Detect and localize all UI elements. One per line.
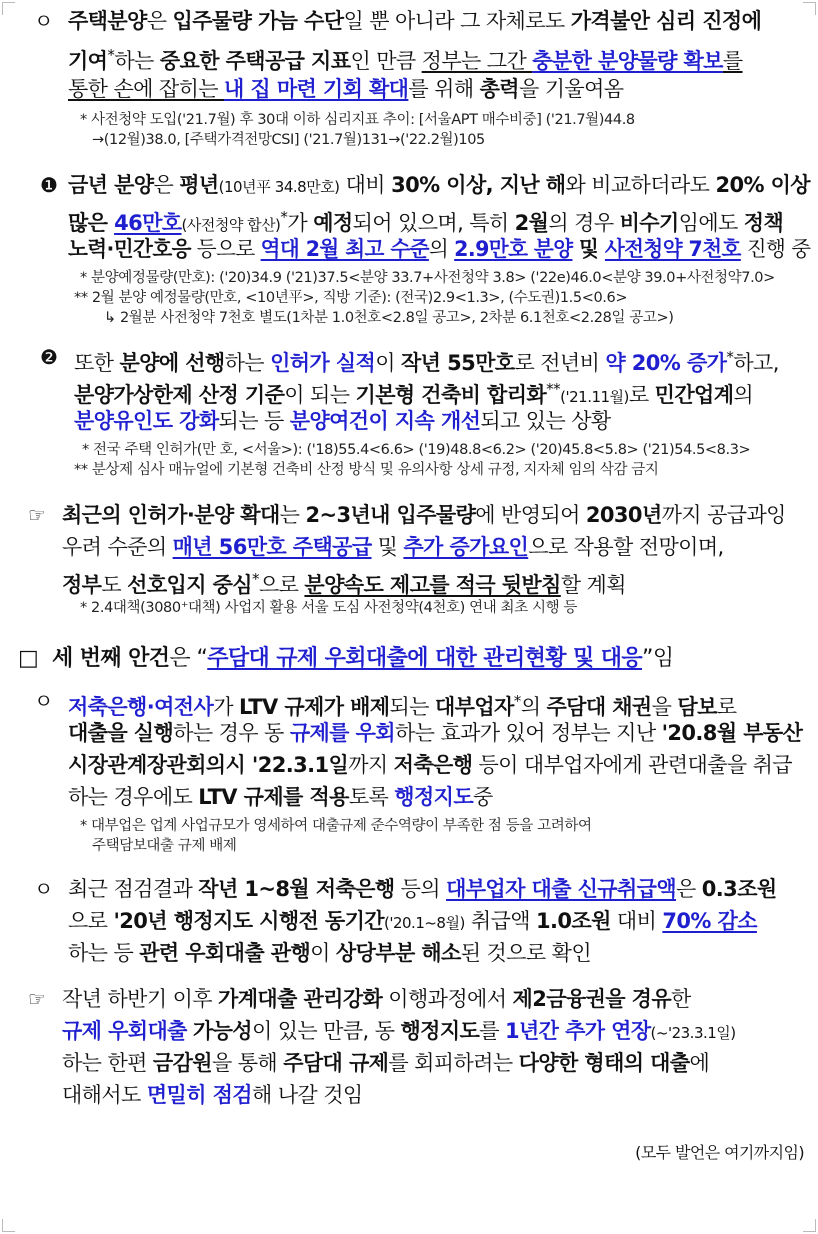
paragraph-line: 대해서도 면밀히 점검해 나갈 것임 — [62, 1083, 363, 1107]
paragraph-line: 또한 분양에 선행하는 인허가 실적이 작년 55만호로 전년비 약 20% 증가*하고, — [74, 348, 779, 375]
paragraph-line: 하는 등 관련 우회대출 관행이 상당부분 해소된 것으로 확인 — [68, 941, 592, 965]
paragraph-line: 시장관계장관회의시 '22.3.1일까지 저축은행 등이 대부업자에게 관련대출을 취급 — [68, 753, 792, 777]
square-bullet-icon: □ — [18, 646, 39, 671]
circle-bullet-icon: ㅇ — [34, 689, 54, 713]
footnote: ** 분상제 심사 매뉴얼에 기본형 건축비 산정 방식 및 유의사항 상세 규정, 지자체 임의 삭감 금지 — [74, 462, 659, 478]
paragraph-line: 하는 경우에도 LTV 규제를 적용토록 행정지도중 — [68, 785, 493, 809]
footnote: * 분양예정물량(만호): ('20)34.9 ('21)37.5<분양 33.7+사전청약 3.8> ('22e)46.0<분양 39.0+사전청약7.0> — [80, 270, 775, 286]
footnote: * 대부업은 업계 사업규모가 영세하여 대출규제 준수역량이 부족한 점 등을 고려하여 — [80, 818, 592, 834]
paragraph-line: 저축은행·여전사가 LTV 규제가 배제되는 대부업자*의 주담대 채권을 담보로 — [68, 692, 737, 719]
paragraph-line: 통한 손에 잡히는 내 집 마련 기회 확대를 위해 총력을 기울여옴 — [68, 77, 624, 101]
page-corner-mark — [803, 2, 816, 15]
number-one-icon: ❶ — [40, 173, 58, 197]
paragraph-line: 기여*하는 중요한 주택공급 지표인 만큼 정부는 그간 충분한 분양물량 확보를 — [68, 46, 743, 73]
paragraph-line: 작년 하반기 이후 가계대출 관리강화 이행과정에서 제2금융권을 경유한 — [62, 987, 691, 1011]
paragraph-line: 으로 '20년 행정지도 시행전 동기간('20.1~8월) 취급액 1.0조원 대비 70% 감소 — [68, 909, 757, 933]
footnote: ↳ 2월분 사전청약 7천호 별도(1차분 1.0천호<2.8일 공고>, 2차분 6.1천호<2.28일 공고>) — [104, 310, 674, 326]
paragraph-line: 정부도 선호입지 중심*으로 분양속도 제고를 적극 뒷받침할 계획 — [62, 570, 626, 597]
page-corner-mark — [2, 1219, 15, 1232]
paragraph-line: 최근의 인허가·분양 확대는 2~3년내 입주물량에 반영되어 2030년까지 공급과잉 — [62, 503, 786, 527]
paragraph-line: 분양가상한제 산정 기준이 되는 기본형 건축비 합리화**('21.11월)로 민간업계의 — [74, 380, 754, 407]
paragraph-line: 노력·민간호응 등으로 역대 2월 최고 수준의 2.9만호 분양 및 사전청약 7천호 진행 중 — [68, 237, 811, 261]
footnote: * 사전청약 도입('21.7월) 후 30대 이하 심리지표 추이: [서울APT 매수비중] ('21.7월)44.8 — [80, 112, 635, 128]
agenda-heading: 세 번째 안건은 “주담대 규제 우회대출에 대한 관리현황 및 대응”임 — [52, 646, 674, 671]
pointing-hand-icon: ☞ — [28, 987, 46, 1011]
pointing-hand-icon: ☞ — [28, 503, 46, 527]
paragraph-line: 금년 분양은 평년(10년平 34.8만호) 대비 30% 이상, 지난 해와 비교하더라도 20% 이상 — [68, 173, 810, 197]
footnote: ** 2월 분양 예정물량(만호, <10년平>, 직방 기준): (전국)2.9<1.3>, (수도권)1.5<0.6> — [74, 290, 628, 306]
footnote: * 2.4대책(3080⁺대책) 사업지 활용 서울 도심 사전청약(4천호) 연내 최초 시행 등 — [80, 600, 577, 616]
paragraph-line: 우려 수준의 매년 56만호 주택공급 및 추가 증가요인으로 작용할 전망이며, — [62, 535, 724, 559]
footnote: 주택담보대출 규제 배제 — [92, 838, 237, 854]
paragraph-line: 하는 한편 금감원을 통해 주담대 규제를 회피하려는 다양한 형태의 대출에 — [62, 1051, 710, 1075]
paragraph-line: 대출을 실행하는 경우 동 규제를 우회하는 효과가 있어 정부는 지난 '20.8월 부동산 — [68, 721, 803, 745]
circle-bullet-icon: ㅇ — [34, 877, 54, 901]
paragraph-line: 주택분양은 입주물량 가늠 수단일 뿐 아니라 그 자체로도 가격불안 심리 진정에 — [68, 9, 762, 33]
footnote: →(12월)38.0, [주택가격전망CSI] ('21.7월)131→('22.2월)105 — [92, 132, 485, 148]
number-two-icon: ❷ — [40, 345, 58, 369]
footnote: * 전국 주택 인허가(만 호, <서울>): ('18)55.4<6.6> ('19)48.8<6.2> ('20)45.8<5.8> ('21)54.5<8.3> — [82, 442, 751, 458]
page-corner-mark — [803, 1219, 816, 1232]
circle-bullet-icon: ㅇ — [34, 9, 54, 33]
closing-remark: (모두 발언은 여기까지임) — [635, 1143, 804, 1162]
page-corner-mark — [2, 2, 15, 15]
paragraph-line: 많은 46만호(사전청약 합산)*가 예정되어 있으며, 특히 2월의 경우 비수기임에도 정책 — [68, 208, 784, 235]
paragraph-line: 분양유인도 강화되는 등 분양여건이 지속 개선되고 있는 상황 — [74, 409, 611, 433]
paragraph-line: 최근 점검결과 작년 1~8월 저축은행 등의 대부업자 대출 신규취급액은 0.3조원 — [68, 877, 777, 901]
paragraph-line: 규제 우회대출 가능성이 있는 만큼, 동 행정지도를 1년간 추가 연장(~'23.3.1일) — [62, 1019, 736, 1043]
